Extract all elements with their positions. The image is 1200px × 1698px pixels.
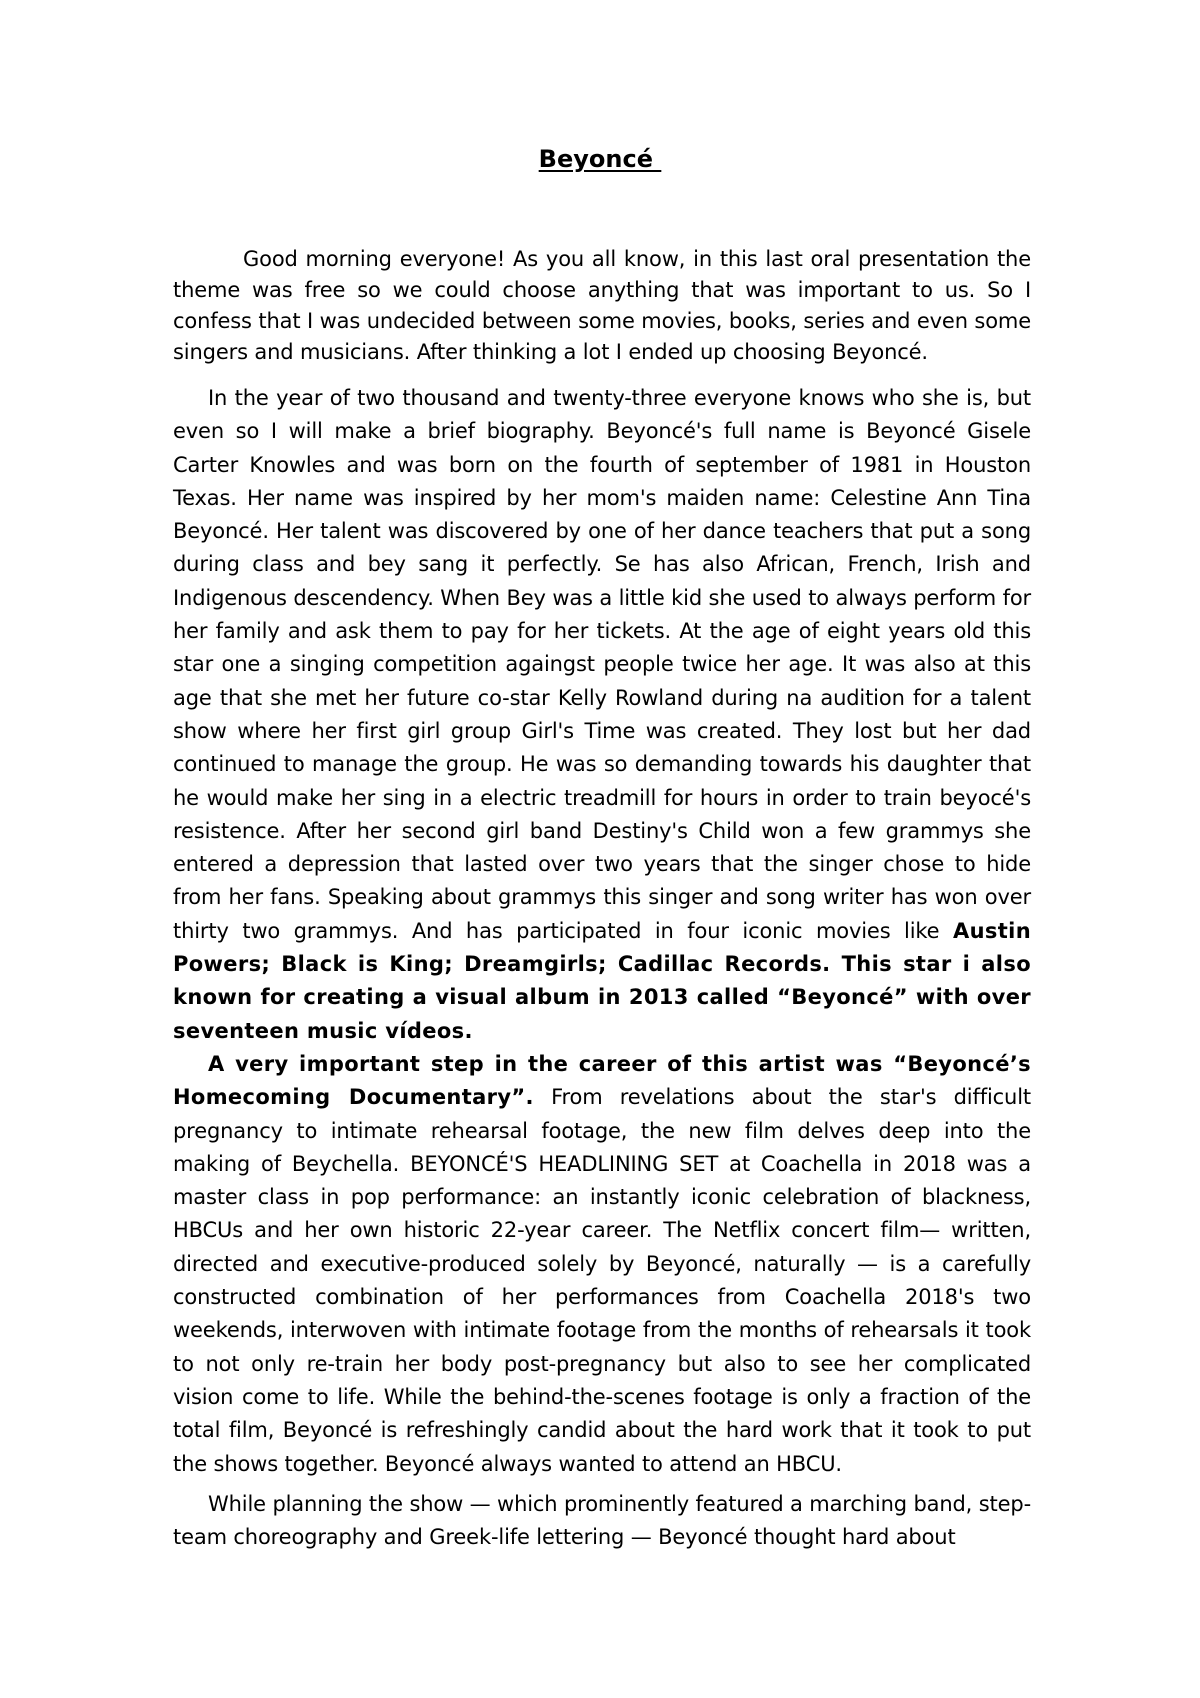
paragraph-planning: While planning the show — which prominently featured a marching band, step-team choreography and Greek-life lettering — Beyoncé thought hard about bbox=[173, 1491, 1031, 1550]
document-body bbox=[173, 244, 1031, 1554]
biography-bold-text: Austin Powers; Black is King; Dreamgirls; Cadillac Records. This star i also known for creating a visual album in 2013 called “Beyoncé” with over seventeen music vídeos. bbox=[173, 918, 1031, 1043]
homecoming-bold-text: A very important step in the career of this artist was “Beyoncé’s Homecoming Documentary”. bbox=[173, 1051, 1031, 1110]
title-text: Beyoncé bbox=[538, 145, 662, 173]
document-title bbox=[0, 143, 1200, 175]
biography-text: In the year of two thousand and twenty-three everyone knows who she is, but even so I will make a brief biography. Beyoncé's full name is Beyoncé Gisele Carter Knowles and was born on the fourth of september of 1981 in Houston Texas. Her name was inspired by her mom's maiden name: Celestine Ann Tina Beyoncé. Her talent was discovered by one of her dance teachers that put a song during class and bey sang it perfectly. Se has also African, French, Irish and Indigenous descendency. When Bey was a little kid she used to always perform for her family and ask them to pay for her tickets. At the age of eight years old this star one a singing competition againgst people twice her age. It was also at this age that she met her future co-star Kelly Rowland during na audition for a talent show where her first girl group Girl's Time was created. They lost but her dad continued to manage the group. He was so demanding towards his daughter that he would make her sing in a electric treadmill for hours in order to train beyocé's resistence. After her second girl band Destiny's Child won a few grammys she entered a depression that lasted over two years that the singer chose to hide from her fans. Speaking about grammys this singer and song writer has won over thirty two grammys. And has participated in four iconic movies like bbox=[173, 386, 1032, 943]
paragraph-homecoming bbox=[173, 1048, 1031, 1481]
paragraph-intro: Good morning everyone! As you all know, in this last oral presentation the theme was free so we could choose anything that was important to us. So I confess that I was undecided between some movies, books, series and even some singers and musicians. After thinking a lot I ended up choosing Beyoncé. bbox=[173, 247, 1031, 364]
homecoming-text: From revelations about the star's difficult pregnancy to intimate rehearsal footage, the new film delves deep into the making of Beychella. BEYONCÉ'S HEADLINING SET at Coachella in 2018 was a master class in pop performance: an instantly iconic celebration of blackness, HBCUs and her own historic 22-year career. The Netflix concert film— written, directed and executive-produced solely by Beyoncé, naturally — is a carefully constructed combination of her performances from Coachella 2018's two weekends, interwoven with intimate footage from the months of rehearsals it took to not only re-train her body post-pregnancy but also to see her complicated vision come to life. While the behind-the-scenes footage is only a fraction of the total film, Beyoncé is refreshingly candid about the hard work that it took to put the shows together. Beyoncé always wanted to attend an HBCU. bbox=[173, 1085, 1031, 1476]
paragraph-biography bbox=[173, 382, 1031, 1048]
